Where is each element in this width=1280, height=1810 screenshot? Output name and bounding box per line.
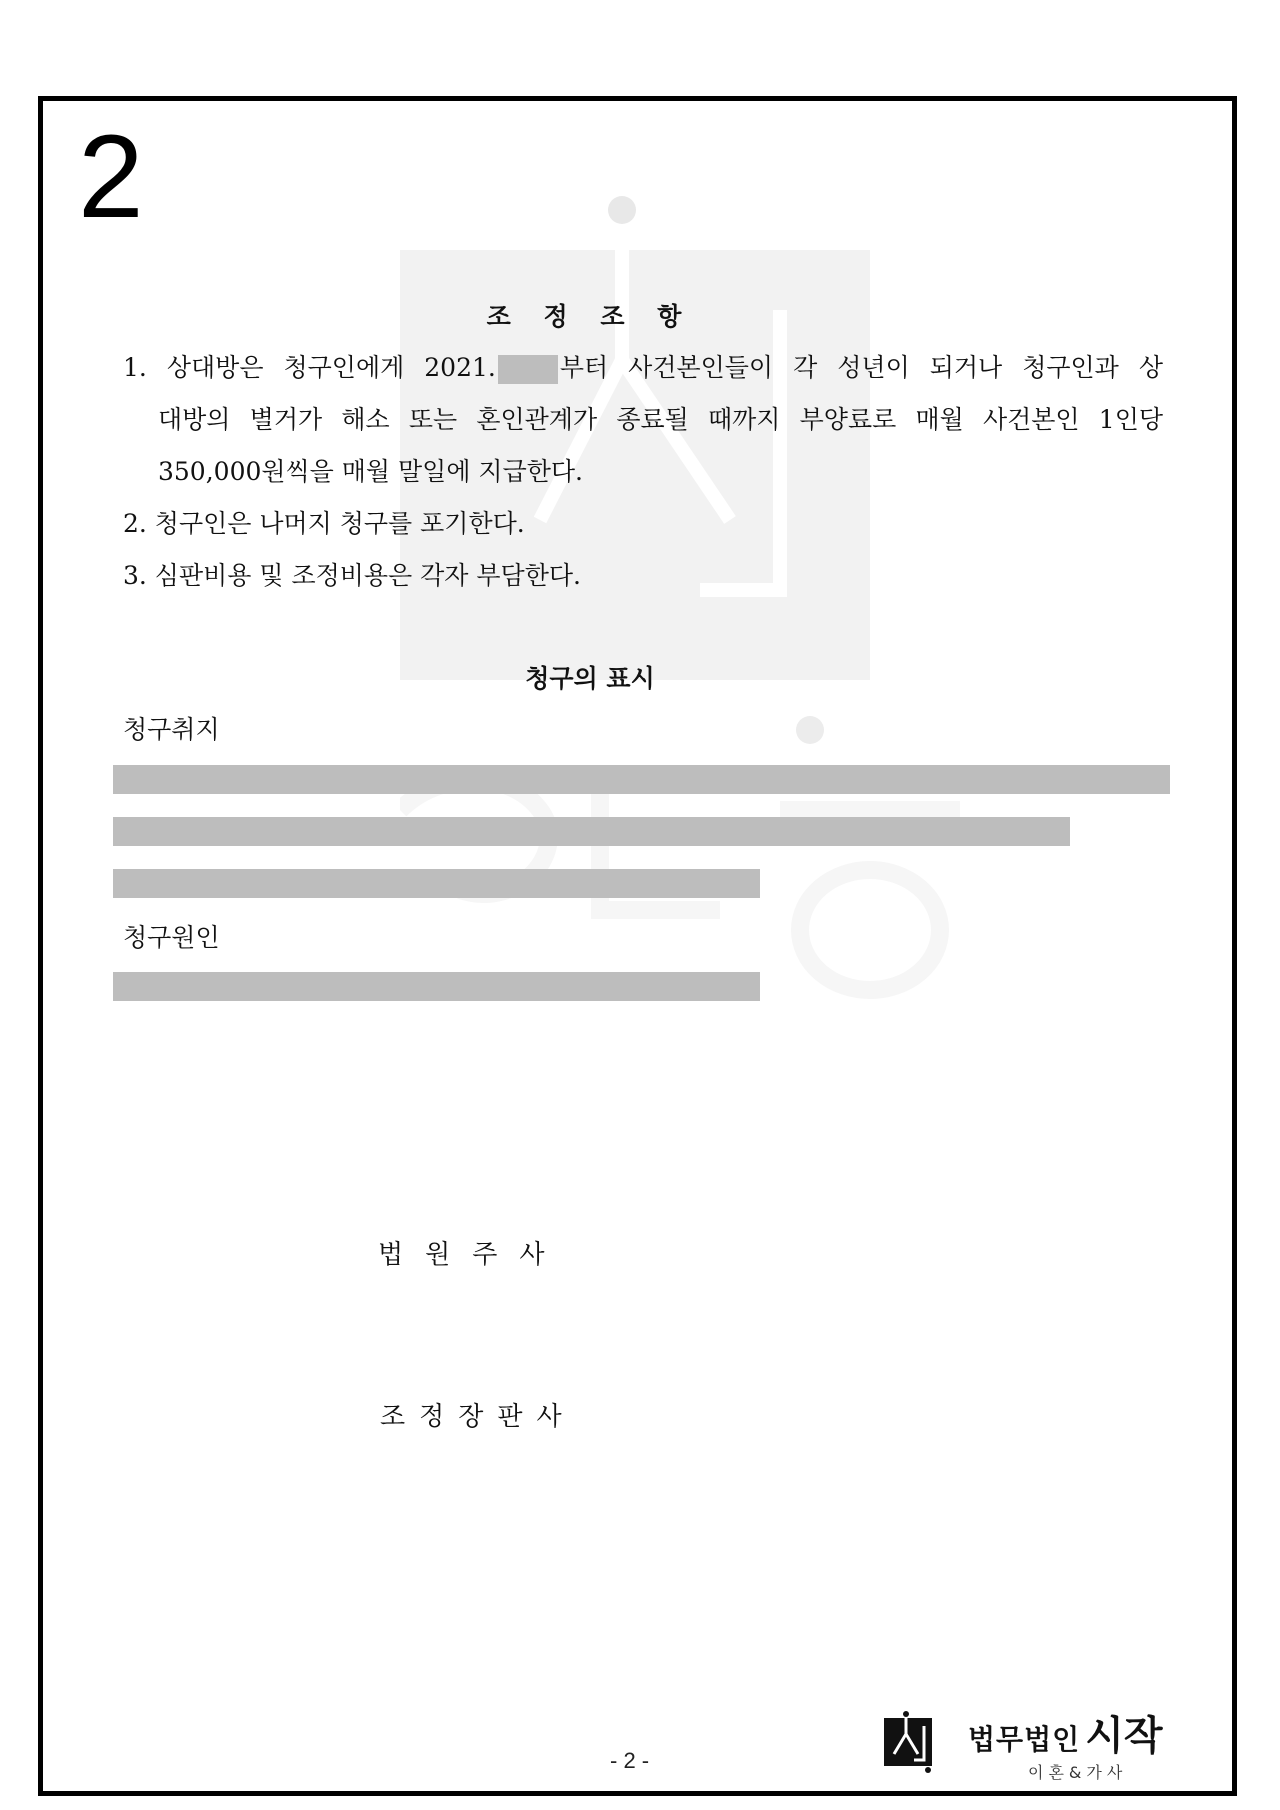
firm-name: 시작 [1085,1713,1163,1759]
item-1-text-b: 부터 사건본인들이 각 성년이 되거나 청구인과 상 [559,353,1163,382]
item-1-line-1 [123,348,1163,384]
firm-subtitle: 이혼&가사 [1028,1763,1128,1782]
claim-cause-label: 청구원인 [123,923,220,952]
firm-prefix: 법무법인 [968,1723,1081,1756]
redacted-line [113,869,760,898]
item-1-line-2: 대방의 별거가 해소 또는 혼인관계가 종료될 때까지 부양료로 매월 사건본인 1인당 [158,405,1163,434]
item-2: 2. 청구인은 나머지 청구를 포기한다. [123,509,525,538]
firm-logo-text [968,1704,1163,1761]
court-clerk-signature: 법원주사 [378,1240,567,1270]
section-title-claim: 청구의 표시 [525,664,655,693]
item-3: 3. 심판비용 및 조정비용은 각자 부담한다. [123,561,581,590]
firm-logo-icon [884,1710,942,1774]
item-1-text-a: 1. 상대방은 청구인에게 2021. [123,353,496,382]
page-badge-number: 2 [78,111,144,243]
item-1-line-3: 350,000원씩을 매월 말일에 지급한다. [158,457,583,486]
redacted-date [498,355,558,384]
claim-purpose-label: 청구취지 [123,715,220,744]
redacted-line [113,817,1070,846]
footer-page-number: - 2 - [610,1748,650,1773]
redacted-line [113,765,1170,794]
section-title-mediation-terms: 조 정 조 항 [486,302,694,331]
mediation-judge-signature: 조정장판사 [380,1402,576,1432]
redacted-line [113,972,760,1001]
